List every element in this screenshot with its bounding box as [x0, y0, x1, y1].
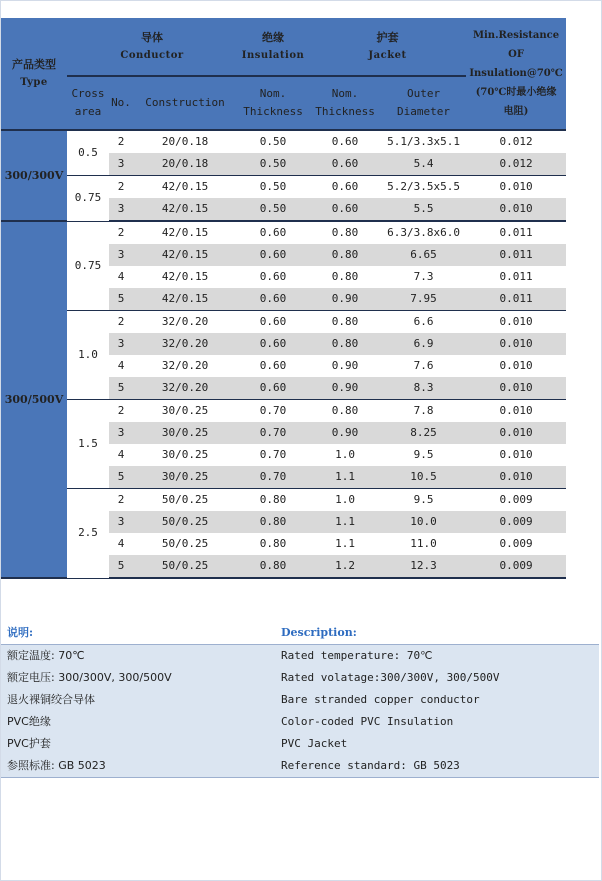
- header-cross-area: [67, 76, 109, 130]
- construction-cell: 50/0.25: [133, 489, 237, 512]
- type-cell: 300/500V: [1, 221, 67, 578]
- header-jnom-line1: Nom.: [331, 87, 359, 100]
- construction-cell: 42/0.15: [133, 176, 237, 199]
- note-cn: PVC绝缘: [7, 715, 51, 728]
- note-cn: PVC护套: [7, 737, 51, 750]
- header-resistance-en2: OF: [508, 49, 524, 60]
- cross-area-cell: 2.5: [67, 489, 109, 579]
- min-resistance-cell: 0.012: [466, 153, 566, 176]
- outer-diameter-cell: 7.8: [381, 400, 466, 423]
- min-resistance-cell: 0.010: [466, 355, 566, 377]
- note-row: [1, 667, 599, 689]
- outer-diameter-cell: 10.5: [381, 466, 466, 489]
- conductor-count-cell: 2: [109, 176, 133, 199]
- header-insulation-cn: 绝缘: [262, 30, 285, 44]
- conductor-count-cell: 3: [109, 511, 133, 533]
- min-resistance-cell: 0.011: [466, 266, 566, 288]
- cross-area-cell: 0.5: [67, 130, 109, 176]
- outer-diameter-cell: 12.3: [381, 555, 466, 578]
- conductor-count-cell: 5: [109, 377, 133, 400]
- insulation-thickness-cell: 0.60: [237, 377, 309, 400]
- min-resistance-cell: 0.012: [466, 130, 566, 153]
- insulation-thickness-cell: 0.60: [237, 355, 309, 377]
- min-resistance-cell: 0.009: [466, 533, 566, 555]
- conductor-count-cell: 3: [109, 333, 133, 355]
- notes-heading-en: Description:: [281, 626, 357, 639]
- jacket-thickness-cell: 0.80: [309, 244, 381, 266]
- table-row: [1, 176, 566, 199]
- construction-cell: 42/0.15: [133, 266, 237, 288]
- min-resistance-cell: 0.010: [466, 333, 566, 355]
- construction-cell: 42/0.15: [133, 288, 237, 311]
- header-type: [1, 18, 67, 130]
- min-resistance-cell: 0.011: [466, 288, 566, 311]
- conductor-count-cell: 5: [109, 555, 133, 578]
- insulation-thickness-cell: 0.80: [237, 555, 309, 578]
- outer-diameter-cell: 6.3/3.8x6.0: [381, 221, 466, 244]
- note-en: Reference standard: GB 5023: [281, 759, 460, 772]
- conductor-count-cell: 5: [109, 466, 133, 489]
- min-resistance-cell: 0.010: [466, 176, 566, 199]
- note-en: Bare stranded copper conductor: [281, 693, 480, 706]
- insulation-thickness-cell: 0.60: [237, 221, 309, 244]
- min-resistance-cell: 0.010: [466, 444, 566, 466]
- insulation-thickness-cell: 0.60: [237, 244, 309, 266]
- construction-cell: 50/0.25: [133, 511, 237, 533]
- insulation-thickness-cell: 0.60: [237, 288, 309, 311]
- jacket-thickness-cell: 0.60: [309, 153, 381, 176]
- note-cn: 额定电压: 300/300V, 300/500V: [7, 671, 172, 684]
- jacket-thickness-cell: 0.80: [309, 333, 381, 355]
- note-cn: 额定温度: 70℃: [7, 649, 85, 662]
- outer-diameter-cell: 5.1/3.3x5.1: [381, 130, 466, 153]
- outer-diameter-cell: 5.5: [381, 198, 466, 221]
- note-en: Color-coded PVC Insulation: [281, 715, 454, 728]
- jacket-thickness-cell: 0.90: [309, 422, 381, 444]
- header-resistance-cn2: 电阻): [503, 106, 529, 117]
- note-row: [1, 755, 599, 778]
- conductor-count-cell: 2: [109, 489, 133, 512]
- construction-cell: 32/0.20: [133, 377, 237, 400]
- min-resistance-cell: 0.010: [466, 311, 566, 334]
- construction-cell: 42/0.15: [133, 221, 237, 244]
- construction-cell: 42/0.15: [133, 244, 237, 266]
- header-nom-line2: Thickness: [243, 105, 303, 118]
- min-resistance-cell: 0.010: [466, 422, 566, 444]
- note-row: [1, 733, 599, 755]
- header-conductor: [67, 18, 237, 76]
- outer-diameter-cell: 11.0: [381, 533, 466, 555]
- header-outer-line2: Diameter: [397, 105, 451, 118]
- conductor-count-cell: 4: [109, 444, 133, 466]
- insulation-thickness-cell: 0.70: [237, 466, 309, 489]
- insulation-thickness-cell: 0.80: [237, 533, 309, 555]
- insulation-thickness-cell: 0.50: [237, 130, 309, 153]
- table-row: [1, 221, 566, 244]
- table-row: [1, 489, 566, 512]
- header-jacket-thickness: [309, 76, 381, 130]
- construction-cell: 20/0.18: [133, 130, 237, 153]
- header-resistance: [466, 18, 566, 130]
- jacket-thickness-cell: 0.90: [309, 377, 381, 400]
- jacket-thickness-cell: 0.90: [309, 355, 381, 377]
- conductor-count-cell: 4: [109, 533, 133, 555]
- header-conductor-en: Conductor: [120, 49, 184, 61]
- conductor-count-cell: 2: [109, 400, 133, 423]
- cross-area-cell: 0.75: [67, 221, 109, 311]
- construction-cell: 20/0.18: [133, 153, 237, 176]
- outer-diameter-cell: 7.3: [381, 266, 466, 288]
- construction-cell: 42/0.15: [133, 198, 237, 221]
- notes-section: [1, 622, 599, 778]
- jacket-thickness-cell: 0.80: [309, 221, 381, 244]
- outer-diameter-cell: 5.2/3.5x5.5: [381, 176, 466, 199]
- construction-cell: 30/0.25: [133, 444, 237, 466]
- construction-cell: 32/0.20: [133, 311, 237, 334]
- header-type-en: Type: [20, 76, 48, 88]
- cross-area-cell: 0.75: [67, 176, 109, 222]
- header-conductor-cn: 导体: [141, 30, 164, 44]
- conductor-count-cell: 2: [109, 221, 133, 244]
- note-en: Rated temperature: 70℃: [281, 649, 433, 662]
- conductor-count-cell: 5: [109, 288, 133, 311]
- table-row: [1, 311, 566, 334]
- conductor-count-cell: 3: [109, 422, 133, 444]
- insulation-thickness-cell: 0.50: [237, 176, 309, 199]
- header-jnom-line2: Thickness: [315, 105, 375, 118]
- jacket-thickness-cell: 1.0: [309, 489, 381, 512]
- note-en: PVC Jacket: [281, 737, 348, 750]
- min-resistance-cell: 0.010: [466, 377, 566, 400]
- header-nom-line1: Nom.: [259, 87, 287, 100]
- construction-cell: 30/0.25: [133, 422, 237, 444]
- note-row: [1, 645, 599, 667]
- conductor-count-cell: 3: [109, 198, 133, 221]
- outer-diameter-cell: 6.9: [381, 333, 466, 355]
- note-cn: 退火裸铜绞合导体: [7, 693, 95, 706]
- header-resistance-en1: Min.Resistance: [472, 30, 560, 41]
- construction-cell: 32/0.20: [133, 355, 237, 377]
- jacket-thickness-cell: 0.90: [309, 288, 381, 311]
- min-resistance-cell: 0.010: [466, 198, 566, 221]
- outer-diameter-cell: 6.6: [381, 311, 466, 334]
- note-cn: 参照标准: GB 5023: [7, 759, 106, 772]
- header-jacket: [309, 18, 466, 76]
- header-insulation: [237, 18, 309, 76]
- spec-table: [1, 18, 566, 579]
- outer-diameter-cell: 6.65: [381, 244, 466, 266]
- outer-diameter-cell: 9.5: [381, 489, 466, 512]
- insulation-thickness-cell: 0.70: [237, 444, 309, 466]
- table-row: [1, 400, 566, 423]
- outer-diameter-cell: 8.3: [381, 377, 466, 400]
- jacket-thickness-cell: 0.60: [309, 176, 381, 199]
- construction-cell: 50/0.25: [133, 533, 237, 555]
- header-construction: Construction: [133, 76, 237, 130]
- header-jacket-en: Jacket: [368, 49, 407, 61]
- header-resistance-cn1: (70℃时最小绝缘: [475, 87, 557, 98]
- cross-area-cell: 1.0: [67, 311, 109, 400]
- jacket-thickness-cell: 0.80: [309, 400, 381, 423]
- min-resistance-cell: 0.010: [466, 466, 566, 489]
- notes-header: [1, 622, 599, 645]
- notes-heading-cn: 说明:: [7, 626, 34, 639]
- cross-area-cell: 1.5: [67, 400, 109, 489]
- construction-cell: 50/0.25: [133, 555, 237, 578]
- header-type-cn: 产品类型: [12, 57, 56, 71]
- outer-diameter-cell: 9.5: [381, 444, 466, 466]
- min-resistance-cell: 0.011: [466, 221, 566, 244]
- note-row: [1, 711, 599, 733]
- header-insulation-en: Insulation: [241, 49, 305, 61]
- min-resistance-cell: 0.009: [466, 555, 566, 578]
- insulation-thickness-cell: 0.60: [237, 266, 309, 288]
- conductor-count-cell: 2: [109, 130, 133, 153]
- outer-diameter-cell: 5.4: [381, 153, 466, 176]
- conductor-count-cell: 3: [109, 153, 133, 176]
- jacket-thickness-cell: 1.1: [309, 511, 381, 533]
- min-resistance-cell: 0.010: [466, 400, 566, 423]
- jacket-thickness-cell: 1.1: [309, 466, 381, 489]
- type-cell: 300/300V: [1, 130, 67, 221]
- min-resistance-cell: 0.009: [466, 511, 566, 533]
- jacket-thickness-cell: 0.60: [309, 198, 381, 221]
- insulation-thickness-cell: 0.60: [237, 311, 309, 334]
- jacket-thickness-cell: 1.2: [309, 555, 381, 578]
- insulation-thickness-cell: 0.70: [237, 422, 309, 444]
- construction-cell: 32/0.20: [133, 333, 237, 355]
- conductor-count-cell: 4: [109, 355, 133, 377]
- jacket-thickness-cell: 0.80: [309, 311, 381, 334]
- insulation-thickness-cell: 0.50: [237, 198, 309, 221]
- jacket-thickness-cell: 0.60: [309, 130, 381, 153]
- outer-diameter-cell: 7.6: [381, 355, 466, 377]
- header-jacket-cn: 护套: [376, 30, 399, 44]
- header-outer-diameter: [381, 76, 466, 130]
- insulation-thickness-cell: 0.70: [237, 400, 309, 423]
- insulation-thickness-cell: 0.60: [237, 333, 309, 355]
- outer-diameter-cell: 10.0: [381, 511, 466, 533]
- header-cross-line2: area: [74, 105, 102, 118]
- outer-diameter-cell: 7.95: [381, 288, 466, 311]
- insulation-thickness-cell: 0.50: [237, 153, 309, 176]
- insulation-thickness-cell: 0.80: [237, 489, 309, 512]
- header-insulation-thickness: [237, 76, 309, 130]
- conductor-count-cell: 3: [109, 244, 133, 266]
- table-row: [1, 130, 566, 153]
- notes-body: [1, 645, 599, 778]
- header-no: No.: [109, 76, 133, 130]
- insulation-thickness-cell: 0.80: [237, 511, 309, 533]
- header-outer-line1: Outer: [406, 87, 441, 100]
- jacket-thickness-cell: 1.1: [309, 533, 381, 555]
- header-resistance-en3: Insulation@70℃: [469, 68, 563, 79]
- conductor-count-cell: 2: [109, 311, 133, 334]
- min-resistance-cell: 0.009: [466, 489, 566, 512]
- jacket-thickness-cell: 1.0: [309, 444, 381, 466]
- header-cross-line1: Cross: [71, 87, 105, 100]
- note-en: Rated volatage:300/300V, 300/500V: [281, 671, 500, 684]
- jacket-thickness-cell: 0.80: [309, 266, 381, 288]
- min-resistance-cell: 0.011: [466, 244, 566, 266]
- conductor-count-cell: 4: [109, 266, 133, 288]
- construction-cell: 30/0.25: [133, 466, 237, 489]
- note-row: [1, 689, 599, 711]
- outer-diameter-cell: 8.25: [381, 422, 466, 444]
- construction-cell: 30/0.25: [133, 400, 237, 423]
